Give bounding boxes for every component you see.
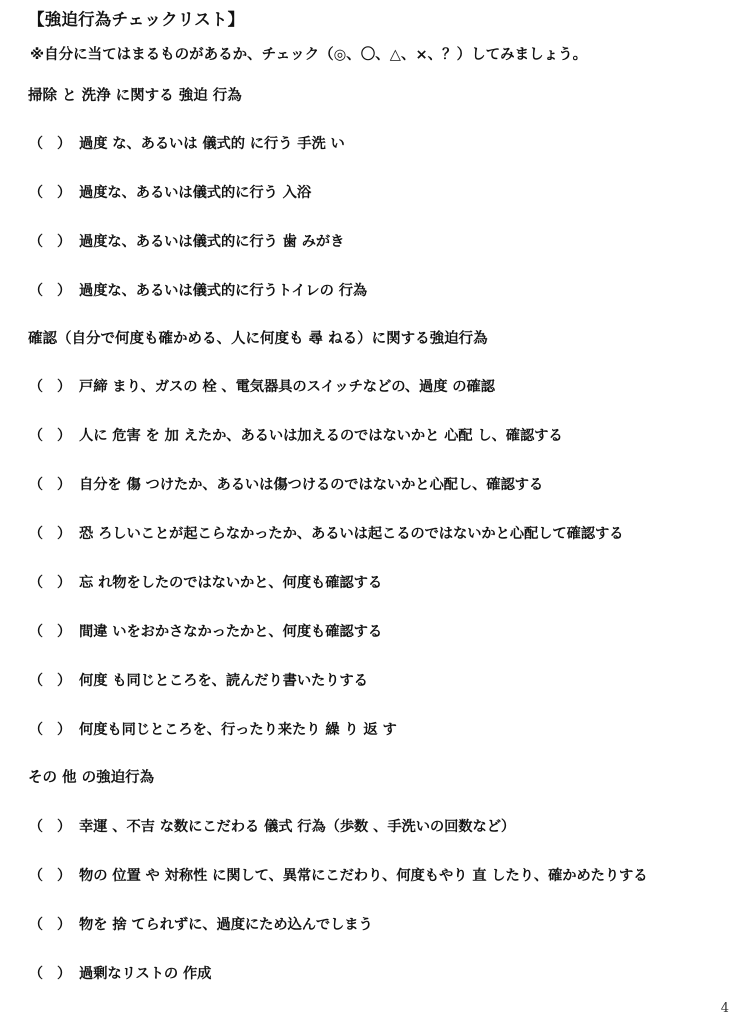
check-blank[interactable]: （ ） — [29, 722, 71, 738]
item-text: 間違 いをおかさなかったかと、何度も確認する — [79, 624, 383, 640]
section-heading-checking: 確認（自分で何度も確かめる、人に何度も 尋 ねる）に関する強迫行為 — [28, 331, 488, 347]
item-text: 過剰なリストの 作成 — [79, 966, 212, 982]
list-item — [0, 811, 739, 839]
item-text: 過度 な、あるいは 儀式的 に行う 手洗 い — [79, 136, 345, 152]
check-blank[interactable]: （ ） — [29, 477, 71, 493]
item-text: 人に 危害 を 加 えたか、あるいは加えるのではないかと 心配 し、確認する — [79, 428, 563, 444]
list-item — [0, 665, 739, 693]
list-item — [0, 275, 739, 303]
check-blank[interactable]: （ ） — [29, 283, 71, 299]
check-blank[interactable]: （ ） — [29, 575, 71, 591]
check-blank[interactable]: （ ） — [29, 526, 71, 542]
item-text: 恐 ろしいことが起こらなかったか、あるいは起こるのではないかと心配して確認する — [79, 526, 624, 542]
check-blank[interactable]: （ ） — [29, 868, 71, 884]
list-item — [0, 177, 739, 205]
check-blank[interactable]: （ ） — [29, 966, 71, 982]
instruction-text: ※自分に当てはまるものがあるか、チェック（◎、〇、△、×、？）してみましょう。 — [30, 47, 588, 63]
item-text: 自分を 傷 つけたか、あるいは傷つけるのではないかと心配し、確認する — [79, 477, 544, 493]
check-blank[interactable]: （ ） — [29, 185, 71, 201]
list-item — [0, 616, 739, 644]
list-item — [0, 860, 739, 888]
page-number: 4 — [720, 1001, 729, 1016]
check-blank[interactable]: （ ） — [29, 819, 71, 835]
check-blank[interactable]: （ ） — [29, 379, 71, 395]
list-item — [0, 714, 739, 742]
page-title: 【強迫行為チェックリスト】 — [28, 10, 245, 29]
check-blank[interactable]: （ ） — [29, 234, 71, 250]
item-text: 過度な、あるいは儀式的に行う 歯 みがき — [79, 234, 345, 250]
check-blank[interactable]: （ ） — [29, 917, 71, 933]
item-text: 物を 捨 てられずに、過度にため込んでしまう — [79, 917, 373, 933]
check-blank[interactable]: （ ） — [29, 624, 71, 640]
item-text: 物の 位置 や 対称性 に関して、異常にこだわり、何度もやり 直 したり、確かめたりする — [79, 868, 648, 884]
list-item — [0, 469, 739, 497]
check-blank[interactable]: （ ） — [29, 673, 71, 689]
list-item — [0, 420, 739, 448]
list-item — [0, 567, 739, 595]
item-text: 戸締 まり、ガスの 栓 、電気器具のスイッチなどの、過度 の確認 — [79, 379, 495, 395]
list-item — [0, 958, 739, 986]
item-text: 幸運 、不吉 な数にこだわる 儀式 行為（歩数 、手洗いの回数など） — [79, 819, 516, 835]
item-text: 過度な、あるいは儀式的に行うトイレの 行為 — [79, 283, 368, 299]
item-text: 何度も同じところを、行ったり来たり 繰 り 返 す — [79, 722, 397, 738]
list-item — [0, 909, 739, 937]
list-item — [0, 226, 739, 254]
list-item — [0, 518, 739, 546]
item-text: 忘 れ物をしたのではないかと、何度も確認する — [79, 575, 383, 591]
item-text: 何度 も同じところを、読んだり書いたりする — [79, 673, 368, 689]
check-blank[interactable]: （ ） — [29, 136, 71, 152]
check-blank[interactable]: （ ） — [29, 428, 71, 444]
item-text: 過度な、あるいは儀式的に行う 入浴 — [79, 185, 312, 201]
section-heading-other: その 他 の強迫行為 — [28, 770, 155, 786]
section-heading-cleaning: 掃除 と 洗浄 に関する 強迫 行為 — [28, 88, 242, 104]
list-item — [0, 371, 739, 399]
list-item — [0, 128, 739, 156]
